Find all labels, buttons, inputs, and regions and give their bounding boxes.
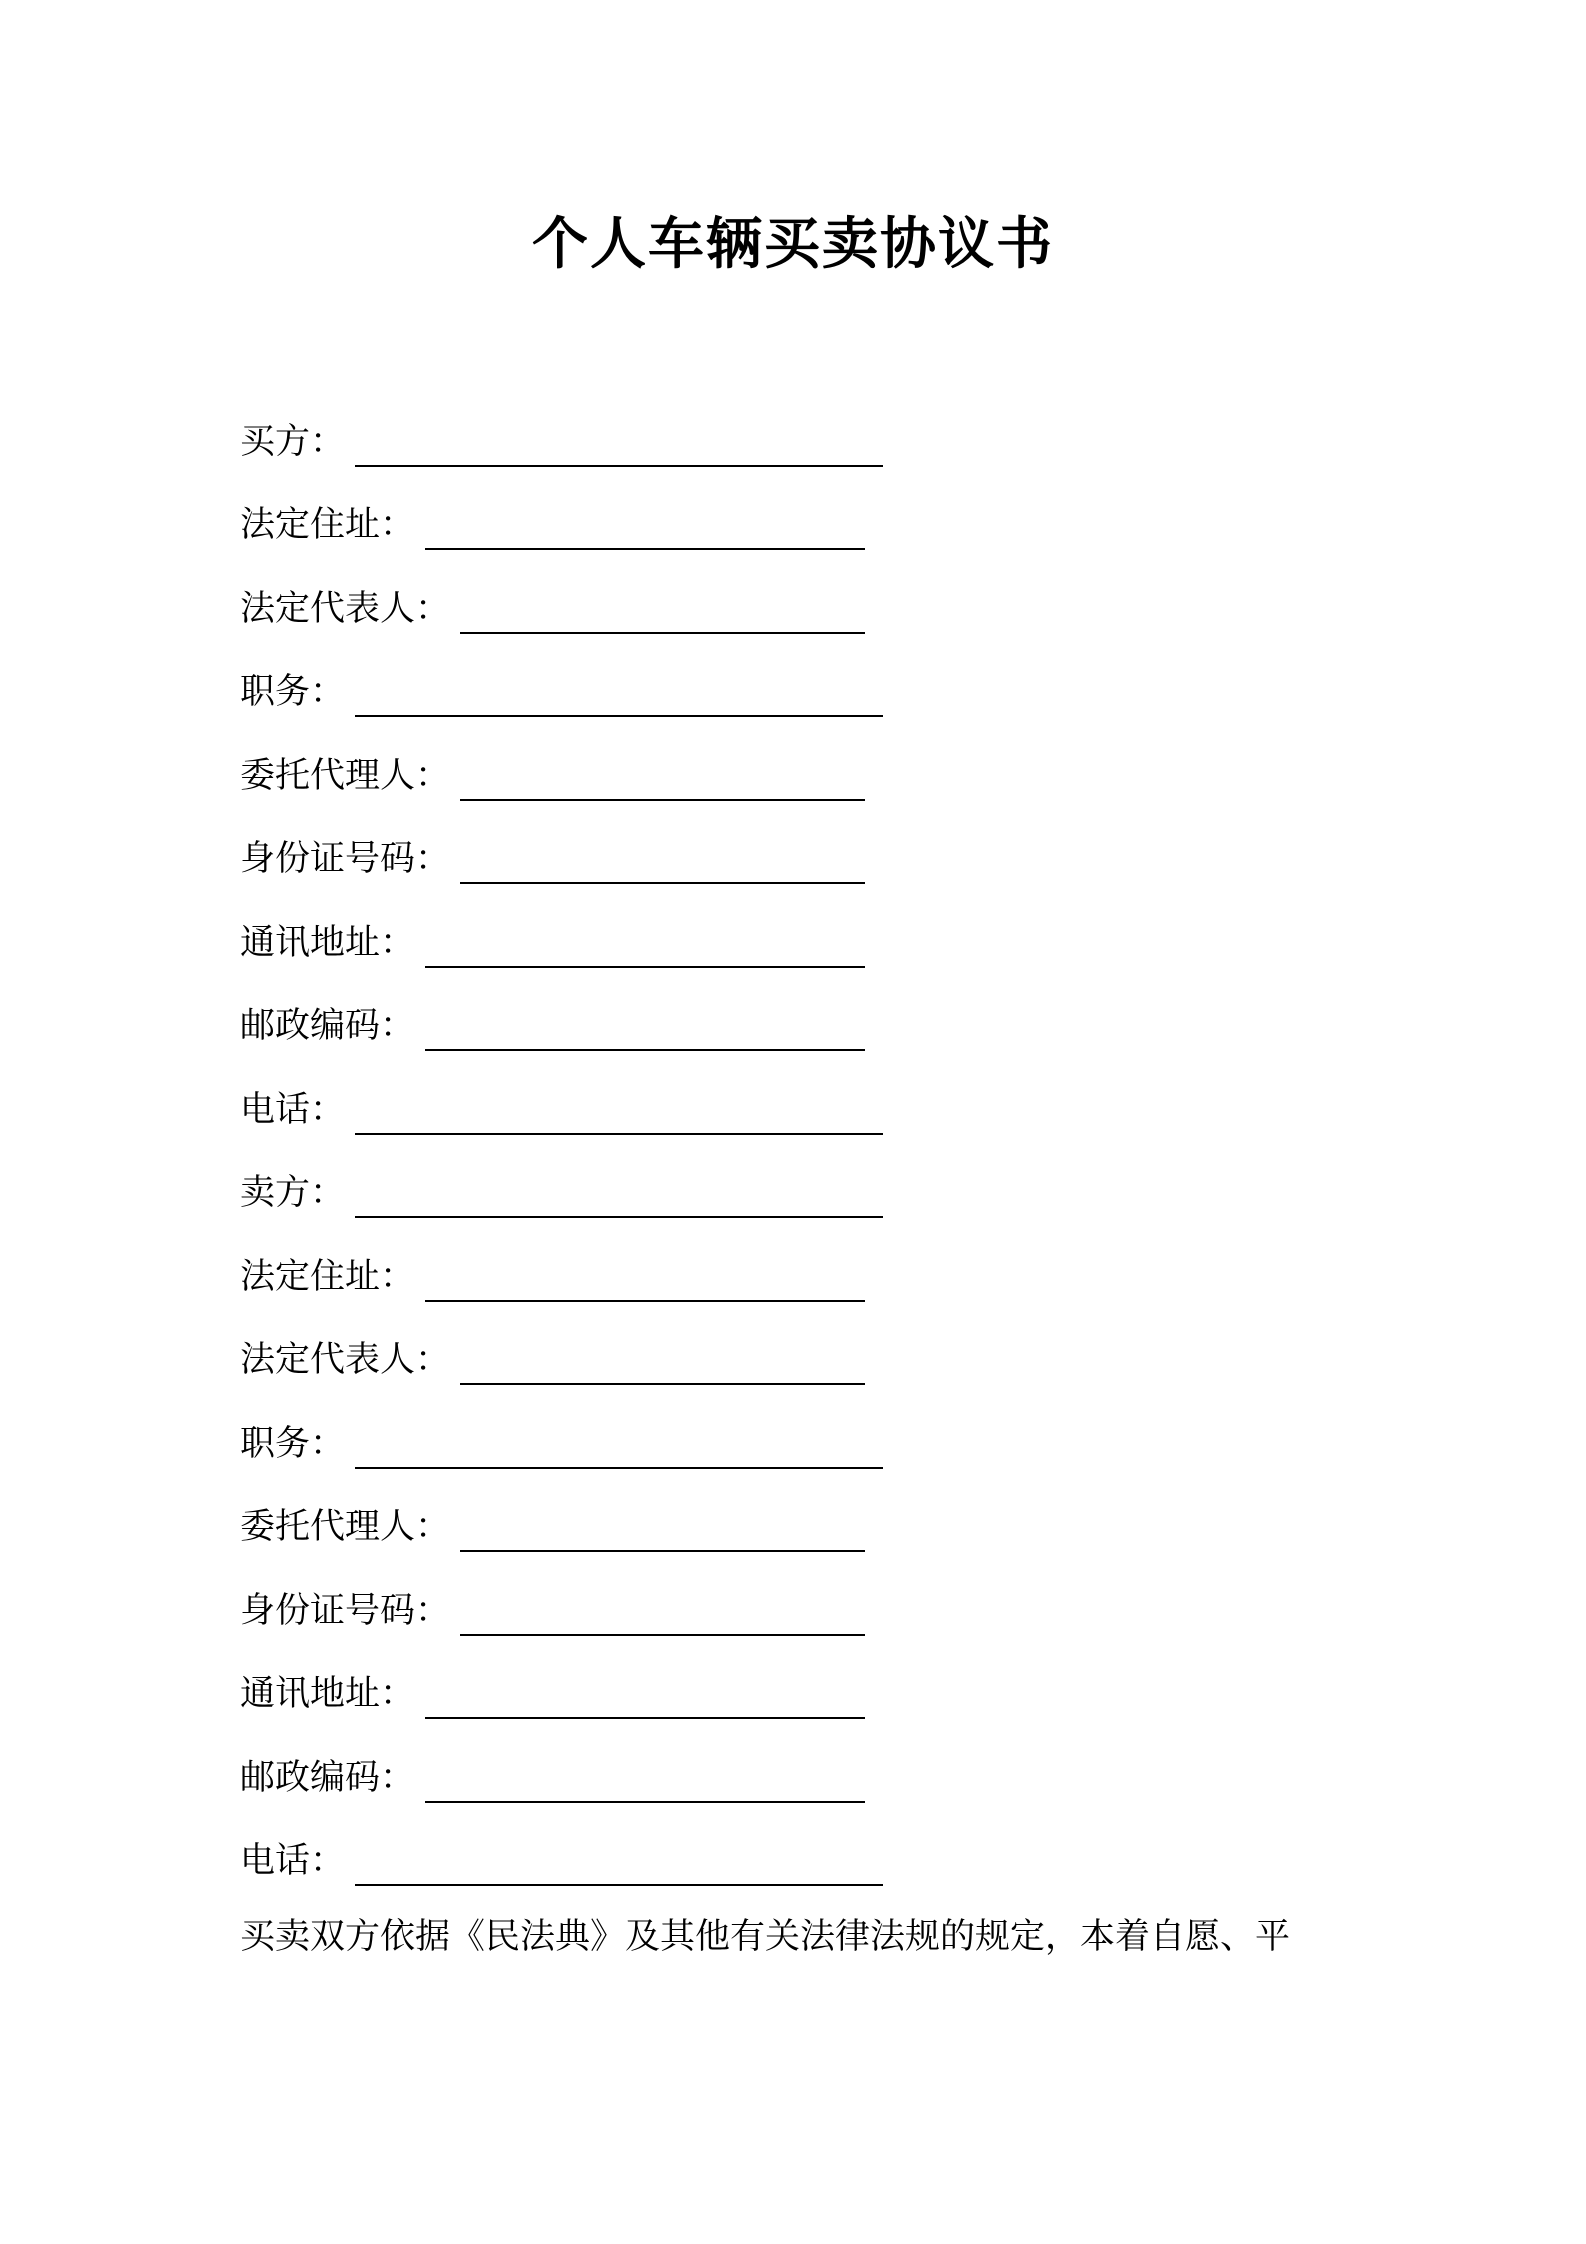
seller-fill-in-blank[interactable] (425, 1270, 865, 1302)
buyer-fill-in-blank[interactable] (425, 1019, 865, 1051)
buyer-field-colon: ： (380, 505, 416, 546)
seller-field-colon: ： (380, 1757, 416, 1798)
seller-field-colon: ： (310, 1173, 346, 1214)
party-fields (240, 400, 1360, 1903)
seller-field-row (240, 1402, 1360, 1486)
buyer-fill-in-blank[interactable] (460, 769, 865, 801)
seller-field-label: 职务 (240, 1423, 311, 1464)
buyer-field-colon: ： (415, 755, 451, 796)
seller-field-row (240, 1319, 1360, 1403)
seller-field-colon: ： (310, 1423, 346, 1464)
buyer-field-row (240, 400, 1360, 484)
buyer-fill-in-blank[interactable] (460, 602, 865, 634)
buyer-field-colon: ： (415, 588, 451, 629)
buyer-fill-in-blank[interactable] (355, 685, 883, 717)
buyer-fill-in-blank[interactable] (425, 936, 865, 968)
seller-field-label: 卖方 (240, 1173, 311, 1214)
buyer-field-colon: ： (310, 672, 346, 713)
seller-field-row (240, 1736, 1360, 1820)
seller-field-row (240, 1235, 1360, 1319)
buyer-field-label: 法定住址 (240, 505, 381, 546)
seller-field-row (240, 1820, 1360, 1904)
buyer-field-label: 通讯地址 (240, 922, 381, 963)
buyer-field-label: 身份证号码 (240, 839, 416, 880)
document-title: 个人车辆买卖协议书 (532, 212, 1054, 277)
seller-field-label: 身份证号码 (240, 1590, 416, 1631)
intro-paragraph: 买卖双方依据《民法典》及其他有关法律法规的规定，本着自愿、平 (240, 1917, 1291, 1957)
seller-section (240, 1152, 1360, 1904)
buyer-fill-in-blank[interactable] (355, 435, 883, 467)
buyer-field-row (240, 985, 1360, 1069)
seller-field-label: 邮政编码 (240, 1757, 381, 1798)
seller-field-colon: ： (415, 1590, 451, 1631)
buyer-field-label: 买方 (240, 421, 311, 462)
buyer-field-row (240, 651, 1360, 735)
seller-field-row (240, 1152, 1360, 1236)
seller-field-label: 通讯地址 (240, 1674, 381, 1715)
buyer-field-row (240, 818, 1360, 902)
buyer-field-row (240, 567, 1360, 651)
buyer-field-row (240, 901, 1360, 985)
seller-field-colon: ： (310, 1841, 346, 1882)
seller-fill-in-blank[interactable] (460, 1520, 865, 1552)
seller-fill-in-blank[interactable] (355, 1186, 883, 1218)
buyer-field-label: 委托代理人 (240, 755, 416, 796)
buyer-field-colon: ： (310, 1089, 346, 1130)
seller-field-row (240, 1486, 1360, 1570)
buyer-field-row (240, 734, 1360, 818)
buyer-field-row (240, 1068, 1360, 1152)
buyer-field-label: 电话 (240, 1089, 311, 1130)
buyer-fill-in-blank[interactable] (460, 852, 865, 884)
seller-fill-in-blank[interactable] (460, 1604, 865, 1636)
buyer-field-label: 法定代表人 (240, 588, 416, 629)
buyer-field-colon: ： (310, 421, 346, 462)
seller-field-colon: ： (380, 1256, 416, 1297)
buyer-field-row (240, 484, 1360, 568)
buyer-field-colon: ： (415, 839, 451, 880)
seller-field-label: 法定住址 (240, 1256, 381, 1297)
seller-fill-in-blank[interactable] (355, 1437, 883, 1469)
seller-field-row (240, 1653, 1360, 1737)
seller-field-label: 法定代表人 (240, 1340, 416, 1381)
buyer-field-colon: ： (380, 1006, 416, 1047)
buyer-field-colon: ： (380, 922, 416, 963)
seller-fill-in-blank[interactable] (425, 1771, 865, 1803)
seller-fill-in-blank[interactable] (460, 1353, 865, 1385)
buyer-fill-in-blank[interactable] (425, 518, 865, 550)
seller-field-label: 电话 (240, 1841, 311, 1882)
seller-field-colon: ： (380, 1674, 416, 1715)
seller-field-row (240, 1569, 1360, 1653)
buyer-field-label: 邮政编码 (240, 1006, 381, 1047)
buyer-section (240, 400, 1360, 1152)
buyer-fill-in-blank[interactable] (355, 1103, 883, 1135)
seller-fill-in-blank[interactable] (355, 1854, 883, 1886)
buyer-field-label: 职务 (240, 672, 311, 713)
seller-field-label: 委托代理人 (240, 1507, 416, 1548)
seller-field-colon: ： (415, 1507, 451, 1548)
seller-fill-in-blank[interactable] (425, 1687, 865, 1719)
seller-field-colon: ： (415, 1340, 451, 1381)
